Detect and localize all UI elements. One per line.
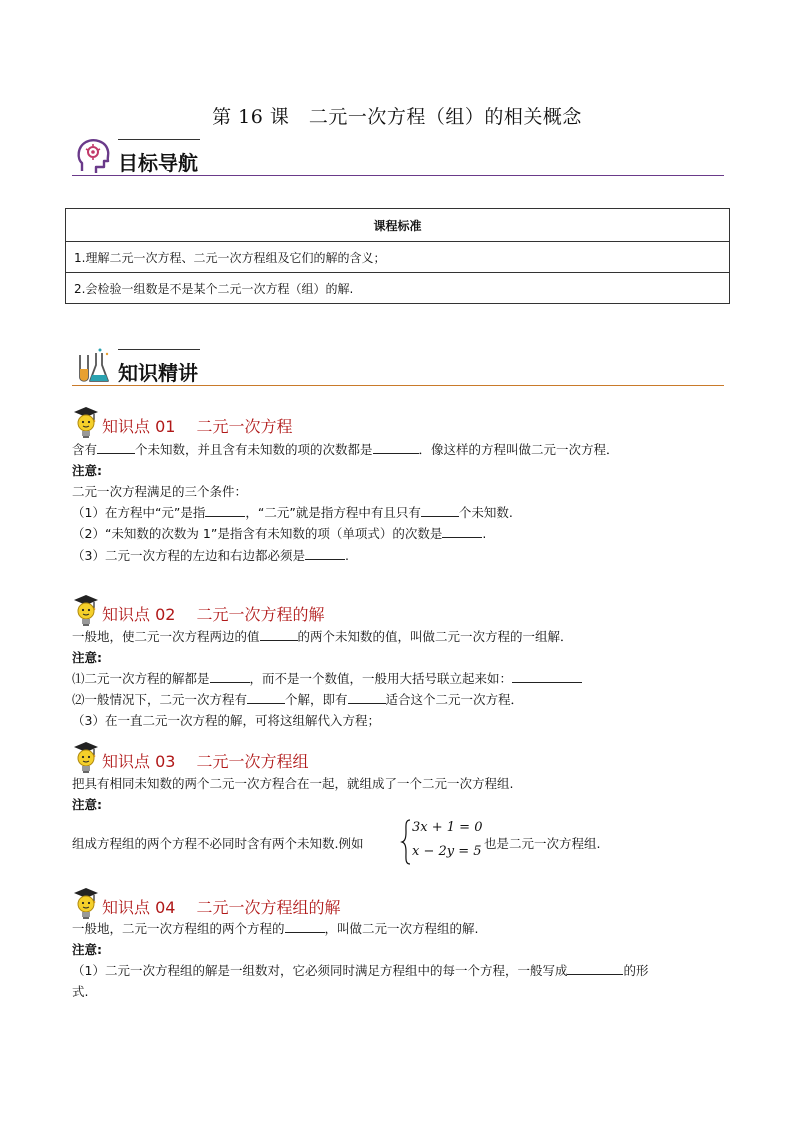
paragraph: （3）二元一次方程的左边和右边都必须是 . — [72, 548, 349, 563]
section-header-goals — [72, 137, 724, 181]
note-label: 注意: — [72, 797, 102, 812]
fill-blank[interactable] — [247, 690, 285, 704]
knowledge-point-title: 知识点 01 二元一次方程 — [102, 417, 293, 436]
section-divider — [72, 175, 724, 176]
fill-blank[interactable] — [205, 503, 245, 517]
fill-blank[interactable] — [373, 440, 419, 454]
equation-line: 3x + 1 = 0 — [412, 820, 483, 835]
paragraph: ⑴二元一次方程的解都是 ，而不是一个数值，一般用大括号联立起来如： — [72, 669, 582, 689]
standards-header: 课程标准 — [66, 209, 730, 242]
paragraph: 一般地，二元一次方程组的两个方程的 ，叫做二元一次方程组的解. — [72, 921, 479, 936]
standards-table — [65, 208, 730, 304]
fill-blank[interactable] — [260, 627, 298, 641]
paragraph: （3）在一直二元一次方程的解，可将这组解代入方程； — [72, 713, 380, 728]
paragraph: 二元一次方程满足的三个条件： — [72, 484, 248, 499]
paragraph: 也是二元一次方程组. — [484, 836, 601, 851]
fill-blank[interactable] — [512, 669, 582, 683]
fill-blank[interactable] — [285, 919, 325, 933]
graduate-bulb-icon — [72, 406, 100, 440]
graduate-bulb-icon — [72, 887, 100, 921]
paragraph: 一般地，使二元一次方程两边的值 的两个未知数的值，叫做二元一次方程的一组解． — [72, 629, 573, 644]
fill-blank[interactable] — [442, 524, 482, 538]
note-label: 注意: — [72, 942, 102, 957]
knowledge-point-heading — [72, 891, 472, 921]
section-title: 目标导航 — [118, 151, 198, 175]
header-accent-line — [118, 349, 200, 350]
fill-blank[interactable] — [97, 440, 135, 454]
brain-gear-icon — [74, 137, 114, 177]
page-title: 第 16 课 二元一次方程（组）的相关概念 — [212, 106, 582, 128]
paragraph: （1）二元一次方程组的解是一组数对，它必须同时满足方程组中的每一个方程，一般写成 的形 — [72, 963, 649, 978]
knowledge-point-title: 知识点 02 二元一次方程的解 — [102, 605, 325, 624]
header-accent-line — [118, 139, 200, 140]
left-brace-icon — [400, 818, 412, 866]
fill-blank[interactable] — [567, 961, 623, 975]
knowledge-point-heading — [72, 745, 472, 775]
paragraph: （2）“未知数的次数为 1”是指含有未知数的项（单项式）的次数是 . — [72, 526, 487, 541]
standards-item: 1.理解二元一次方程、二元一次方程组及它们的解的含义； — [66, 242, 730, 273]
paragraph: 组成方程组的两个方程不必同时含有两个未知数.例如 — [72, 836, 364, 851]
knowledge-point-heading — [72, 598, 472, 628]
section-divider — [72, 385, 724, 386]
section-title: 知识精讲 — [118, 361, 198, 385]
knowledge-point-title: 知识点 04 二元一次方程组的解 — [102, 898, 341, 917]
paragraph: 把具有相同未知数的两个二元一次方程合在一起，就组成了一个二元一次方程组. — [72, 776, 514, 791]
paragraph: 含有 个未知数，并且含有未知数的项的次数都是 ．像这样的方程叫做二元一次方程． — [72, 442, 619, 457]
note-label: 注意: — [72, 463, 102, 478]
paragraph: ⑵一般情况下，二元一次方程有 个解，即有 适合这个二元一次方程． — [72, 692, 524, 707]
equation-line: x − 2y = 5 — [412, 844, 482, 859]
graduate-bulb-icon — [72, 741, 100, 775]
fill-blank[interactable] — [305, 546, 345, 560]
paragraph: （1）在方程中“元”是指 ，“二元”就是指方程中有且只有 个未知数. — [72, 505, 513, 520]
paragraph: 式. — [72, 984, 89, 999]
standards-item: 2.会检验一组数是不是某个二元一次方程（组）的解. — [66, 273, 730, 304]
note-label: 注意: — [72, 650, 102, 665]
fill-blank[interactable] — [210, 669, 250, 683]
graduate-bulb-icon — [72, 594, 100, 628]
knowledge-point-heading — [72, 410, 472, 440]
fill-blank[interactable] — [421, 503, 459, 517]
knowledge-point-title: 知识点 03 二元一次方程组 — [102, 752, 309, 771]
flask-icon — [74, 347, 114, 387]
equation-system — [400, 818, 483, 866]
fill-blank[interactable] — [348, 690, 386, 704]
section-header-knowledge — [72, 347, 724, 391]
